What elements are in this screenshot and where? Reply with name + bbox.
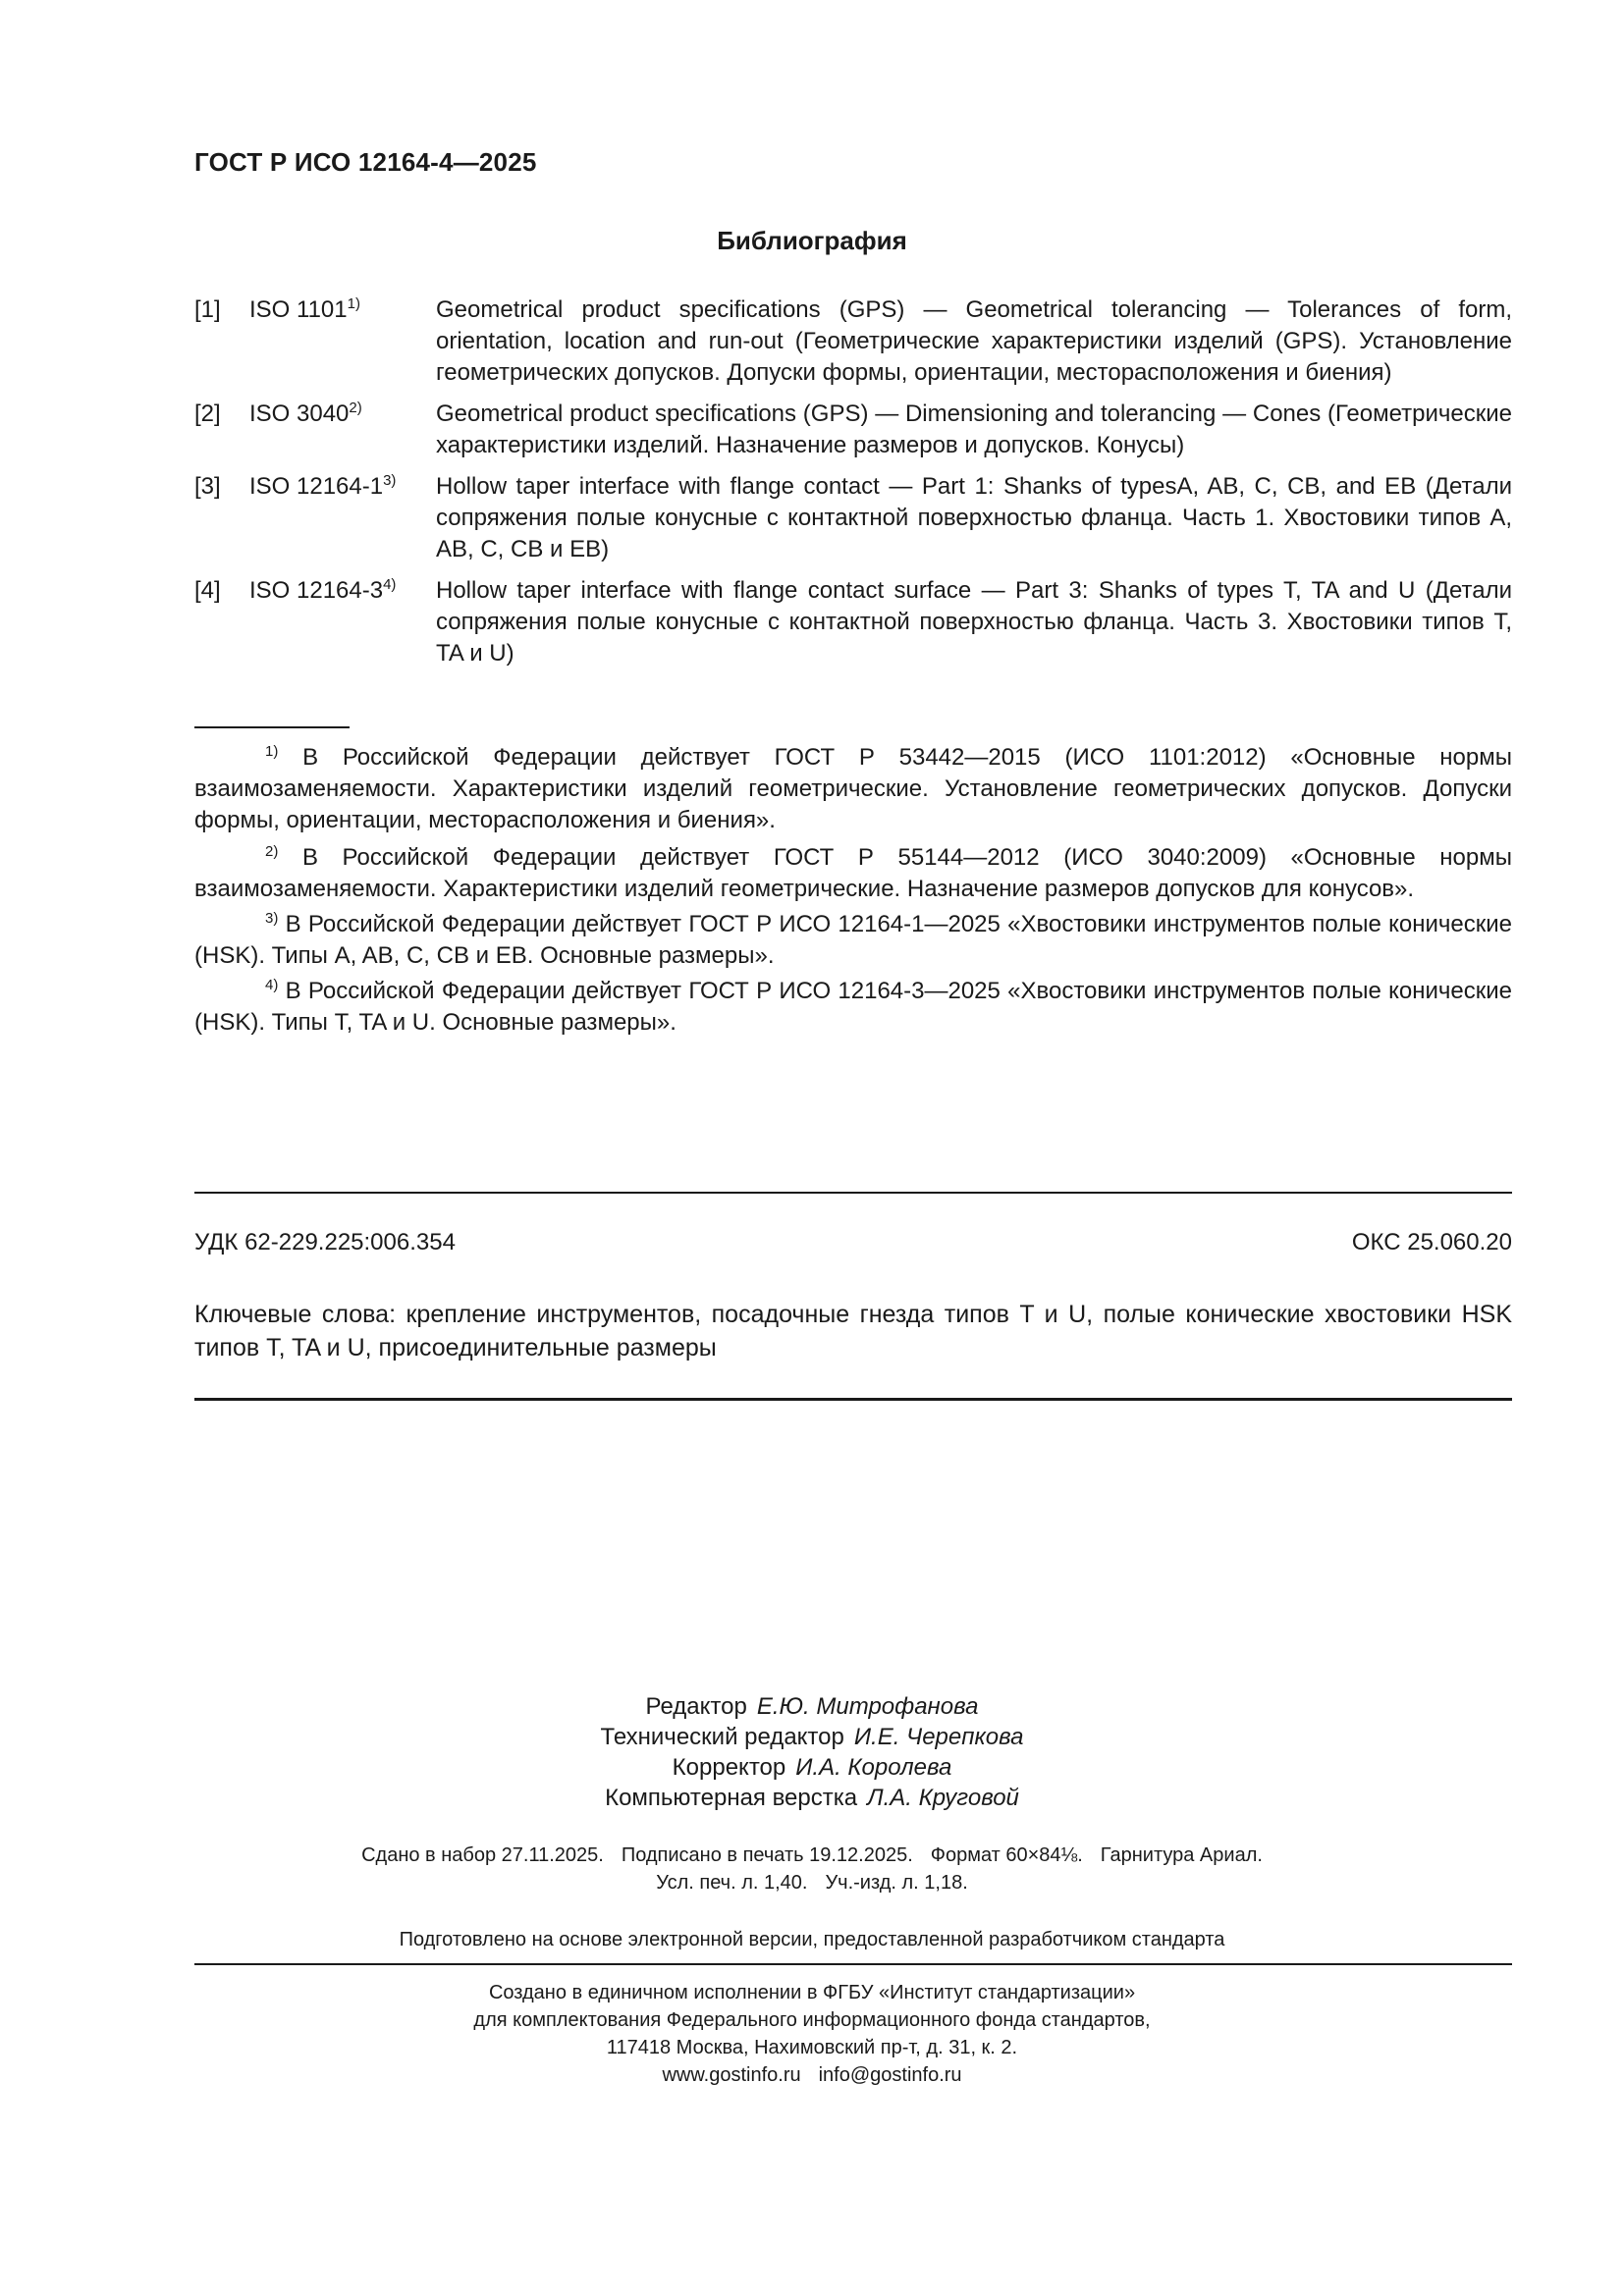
divider-publisher <box>194 1963 1512 1965</box>
footnote-ref: 3) <box>383 472 397 489</box>
entry-text: Hollow taper interface with flange contact surface — Part 3: Shanks of types T, TA and U (Детали сопряжения полые конусные с контактной поверхностью фланца. Часть 3. Хвостовики типов T, TA и U) <box>436 577 1512 667</box>
entry-text: Geometrical product specifications (GPS) — Geometrical tolerancing — Tolerances of form, orientation, location and run-out (Геометрические характеристики изделий (GPS). Установление геометрических допусков. Допуски формы, ориентации, месторасположения и биения) <box>436 296 1512 386</box>
udk-code: УДК 62-229.225:006.354 <box>194 1229 456 1255</box>
publication-details <box>0 1842 1624 1896</box>
publisher-info: Создано в единичном исполнении в ФГБУ «Институт стандартизации» для комплектования Федерального информационного фонда стандартов, 117418 Москва, Нахимовский пр-т, д. 31, к. 2. www.gostinfo.ru info@gostinfo.ru <box>0 1979 1624 2089</box>
footnote-2: $^{2)}$ В Российской Федерации действует ГОСТ Р 55144—2012 (ИСО 3040:2009) «Основные нормы взаимозаменяемости. Характеристики изделий геометрические. Назначение размеров допусков для конусов». <box>194 843 1513 902</box>
credit-proofreader: Корректор И.А. Королева <box>672 1754 952 1781</box>
publisher-website[interactable]: www.gostinfo.ru <box>662 2064 801 2086</box>
entry-text: Hollow taper interface with flange contact — Part 1: Shanks of typesA, AB, C, CB, and EB (Детали сопряжения полые конусные с контактной поверхностью фланца. Часть 1. Хвостовики типов A, AB, C, CB и EB) <box>436 473 1512 562</box>
publication-line-2: Усл. печ. л. 1,40. Уч.-изд. л. 1,18. <box>656 1872 968 1894</box>
publisher-email[interactable]: info@gostinfo.ru <box>818 2064 962 2086</box>
footnote-3: $^{3)}$ В Российской Федерации действует ГОСТ Р ИСО 12164-1—2025 «Хвостовики инструментов полые конические (HSK). Типы A, AB, C, CB и EB. Основные размеры». <box>194 910 1512 969</box>
entry-number: [2] <box>194 400 221 427</box>
bibliography-title: Библиография <box>717 226 907 255</box>
entry-code: ISO 12164-3$^{4)}$ <box>249 576 397 604</box>
prepared-note: Подготовлено на основе электронной версии, предоставленной разработчиком стандарта <box>399 1929 1225 1950</box>
publication-line-1: Сдано в набор 27.11.2025. Подписано в печать 19.12.2025. Формат 60×84⅛. Гарнитура Ариал. <box>361 1844 1263 1866</box>
oks-code: ОКС 25.060.20 <box>1351 1229 1512 1255</box>
entry-number: [3] <box>194 473 221 500</box>
credits <box>0 1691 1624 1813</box>
footnote-4: $^{4)}$ В Российской Федерации действует ГОСТ Р ИСО 12164-3—2025 «Хвостовики инструментов полые конические (HSK). Типы T, TA и U. Основные размеры». <box>194 977 1512 1036</box>
keywords: Ключевые слова: крепление инструментов, посадочные гнезда типов T и U, полые конические хвостовики HSK типов T, TA и U, присоединительные размеры <box>194 1301 1512 1362</box>
credit-tech-editor: Технический редактор И.Е. Черепкова <box>600 1724 1024 1750</box>
entry-code: ISO 3040$^{2)}$ <box>249 400 362 427</box>
footnote-separator <box>194 726 350 728</box>
divider-bottom <box>194 1398 1512 1401</box>
footnote-ref: 2) <box>349 400 362 416</box>
entry-number: [4] <box>194 577 221 604</box>
footnote-ref: 4) <box>383 576 397 593</box>
entry-number: [1] <box>194 296 221 323</box>
divider-top <box>194 1192 1512 1194</box>
document-code: ГОСТ Р ИСО 12164-4—2025 <box>194 147 537 177</box>
entry-code: ISO 12164-1$^{3)}$ <box>249 472 397 500</box>
credit-layout: Компьютерная верстка Л.А. Круговой <box>605 1785 1019 1811</box>
footnote-ref: 1) <box>347 295 360 312</box>
credit-editor: Редактор Е.Ю. Митрофанова <box>645 1693 979 1720</box>
publisher-contacts <box>0 2061 1624 2089</box>
footnote-1: $^{1)}$ В Российской Федерации действует ГОСТ Р 53442—2015 (ИСО 1101:2012) «Основные нормы взаимозаменяемости. Характеристики изделий геометрические. Установление геометрических допусков. Допуски формы, ориентации, месторасположения и биения». <box>194 743 1513 833</box>
entry-text: Geometrical product specifications (GPS) — Dimensioning and tolerancing — Cones (Геометрические характеристики изделий. Назначение размеров и допусков. Конусы) <box>436 400 1512 458</box>
entry-code: ISO 1101$^{1)}$ <box>249 295 360 323</box>
